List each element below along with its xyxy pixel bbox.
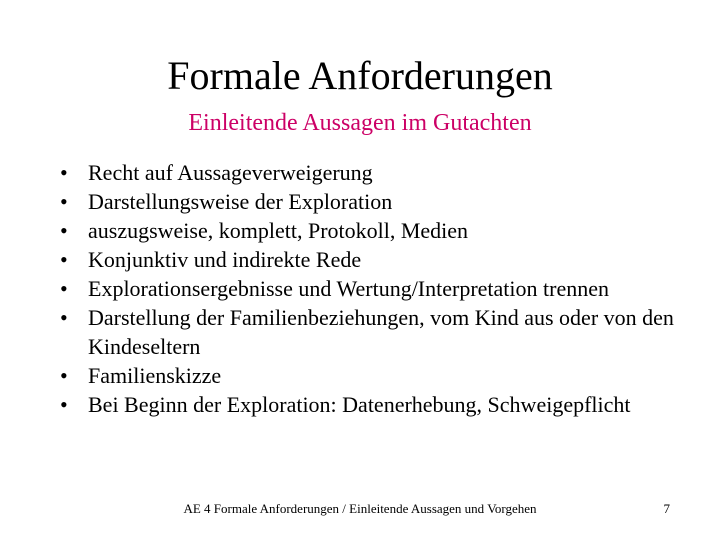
bullet-icon: •	[60, 276, 68, 301]
bullet-icon: •	[60, 160, 68, 185]
bullet-text: auszugsweise, komplett, Protokoll, Medien	[88, 218, 469, 243]
bullet-icon: •	[60, 392, 68, 417]
bullet-item	[60, 187, 680, 216]
bullet-item	[60, 245, 680, 274]
bullet-icon: •	[60, 247, 68, 272]
bullet-item	[60, 274, 680, 303]
bullet-text: Explorationsergebnisse und Wertung/Interpretation trennen	[88, 276, 609, 301]
bullet-icon: •	[60, 305, 68, 330]
bullet-list	[60, 158, 680, 419]
bullet-item	[60, 216, 680, 245]
bullet-item	[60, 361, 680, 390]
slide-footer: AE 4 Formale Anforderungen / Einleitende Aussagen und Vorgehen	[183, 501, 537, 516]
bullet-icon: •	[60, 218, 68, 243]
bullet-icon: •	[60, 363, 68, 388]
bullet-item	[60, 158, 680, 187]
slide-title: Formale Anforderungen	[167, 53, 553, 98]
bullet-text: Recht auf Aussageverweigerung	[88, 160, 373, 185]
bullet-text: Bei Beginn der Exploration: Datenerhebung, Schweigepflicht	[88, 392, 631, 417]
bullet-text: Darstellung der Familienbeziehungen, vom Kind aus oder von den Kindeseltern	[88, 305, 674, 359]
bullet-icon: •	[60, 189, 68, 214]
bullet-item	[60, 390, 680, 419]
bullet-text: Konjunktiv und indirekte Rede	[88, 247, 362, 272]
page-number: 7	[663, 501, 670, 516]
bullet-text: Familienskizze	[88, 363, 222, 388]
bullet-text: Darstellungsweise der Exploration	[88, 189, 393, 214]
bullet-item	[60, 303, 680, 361]
slide-subtitle: Einleitende Aussagen im Gutachten	[188, 110, 532, 136]
